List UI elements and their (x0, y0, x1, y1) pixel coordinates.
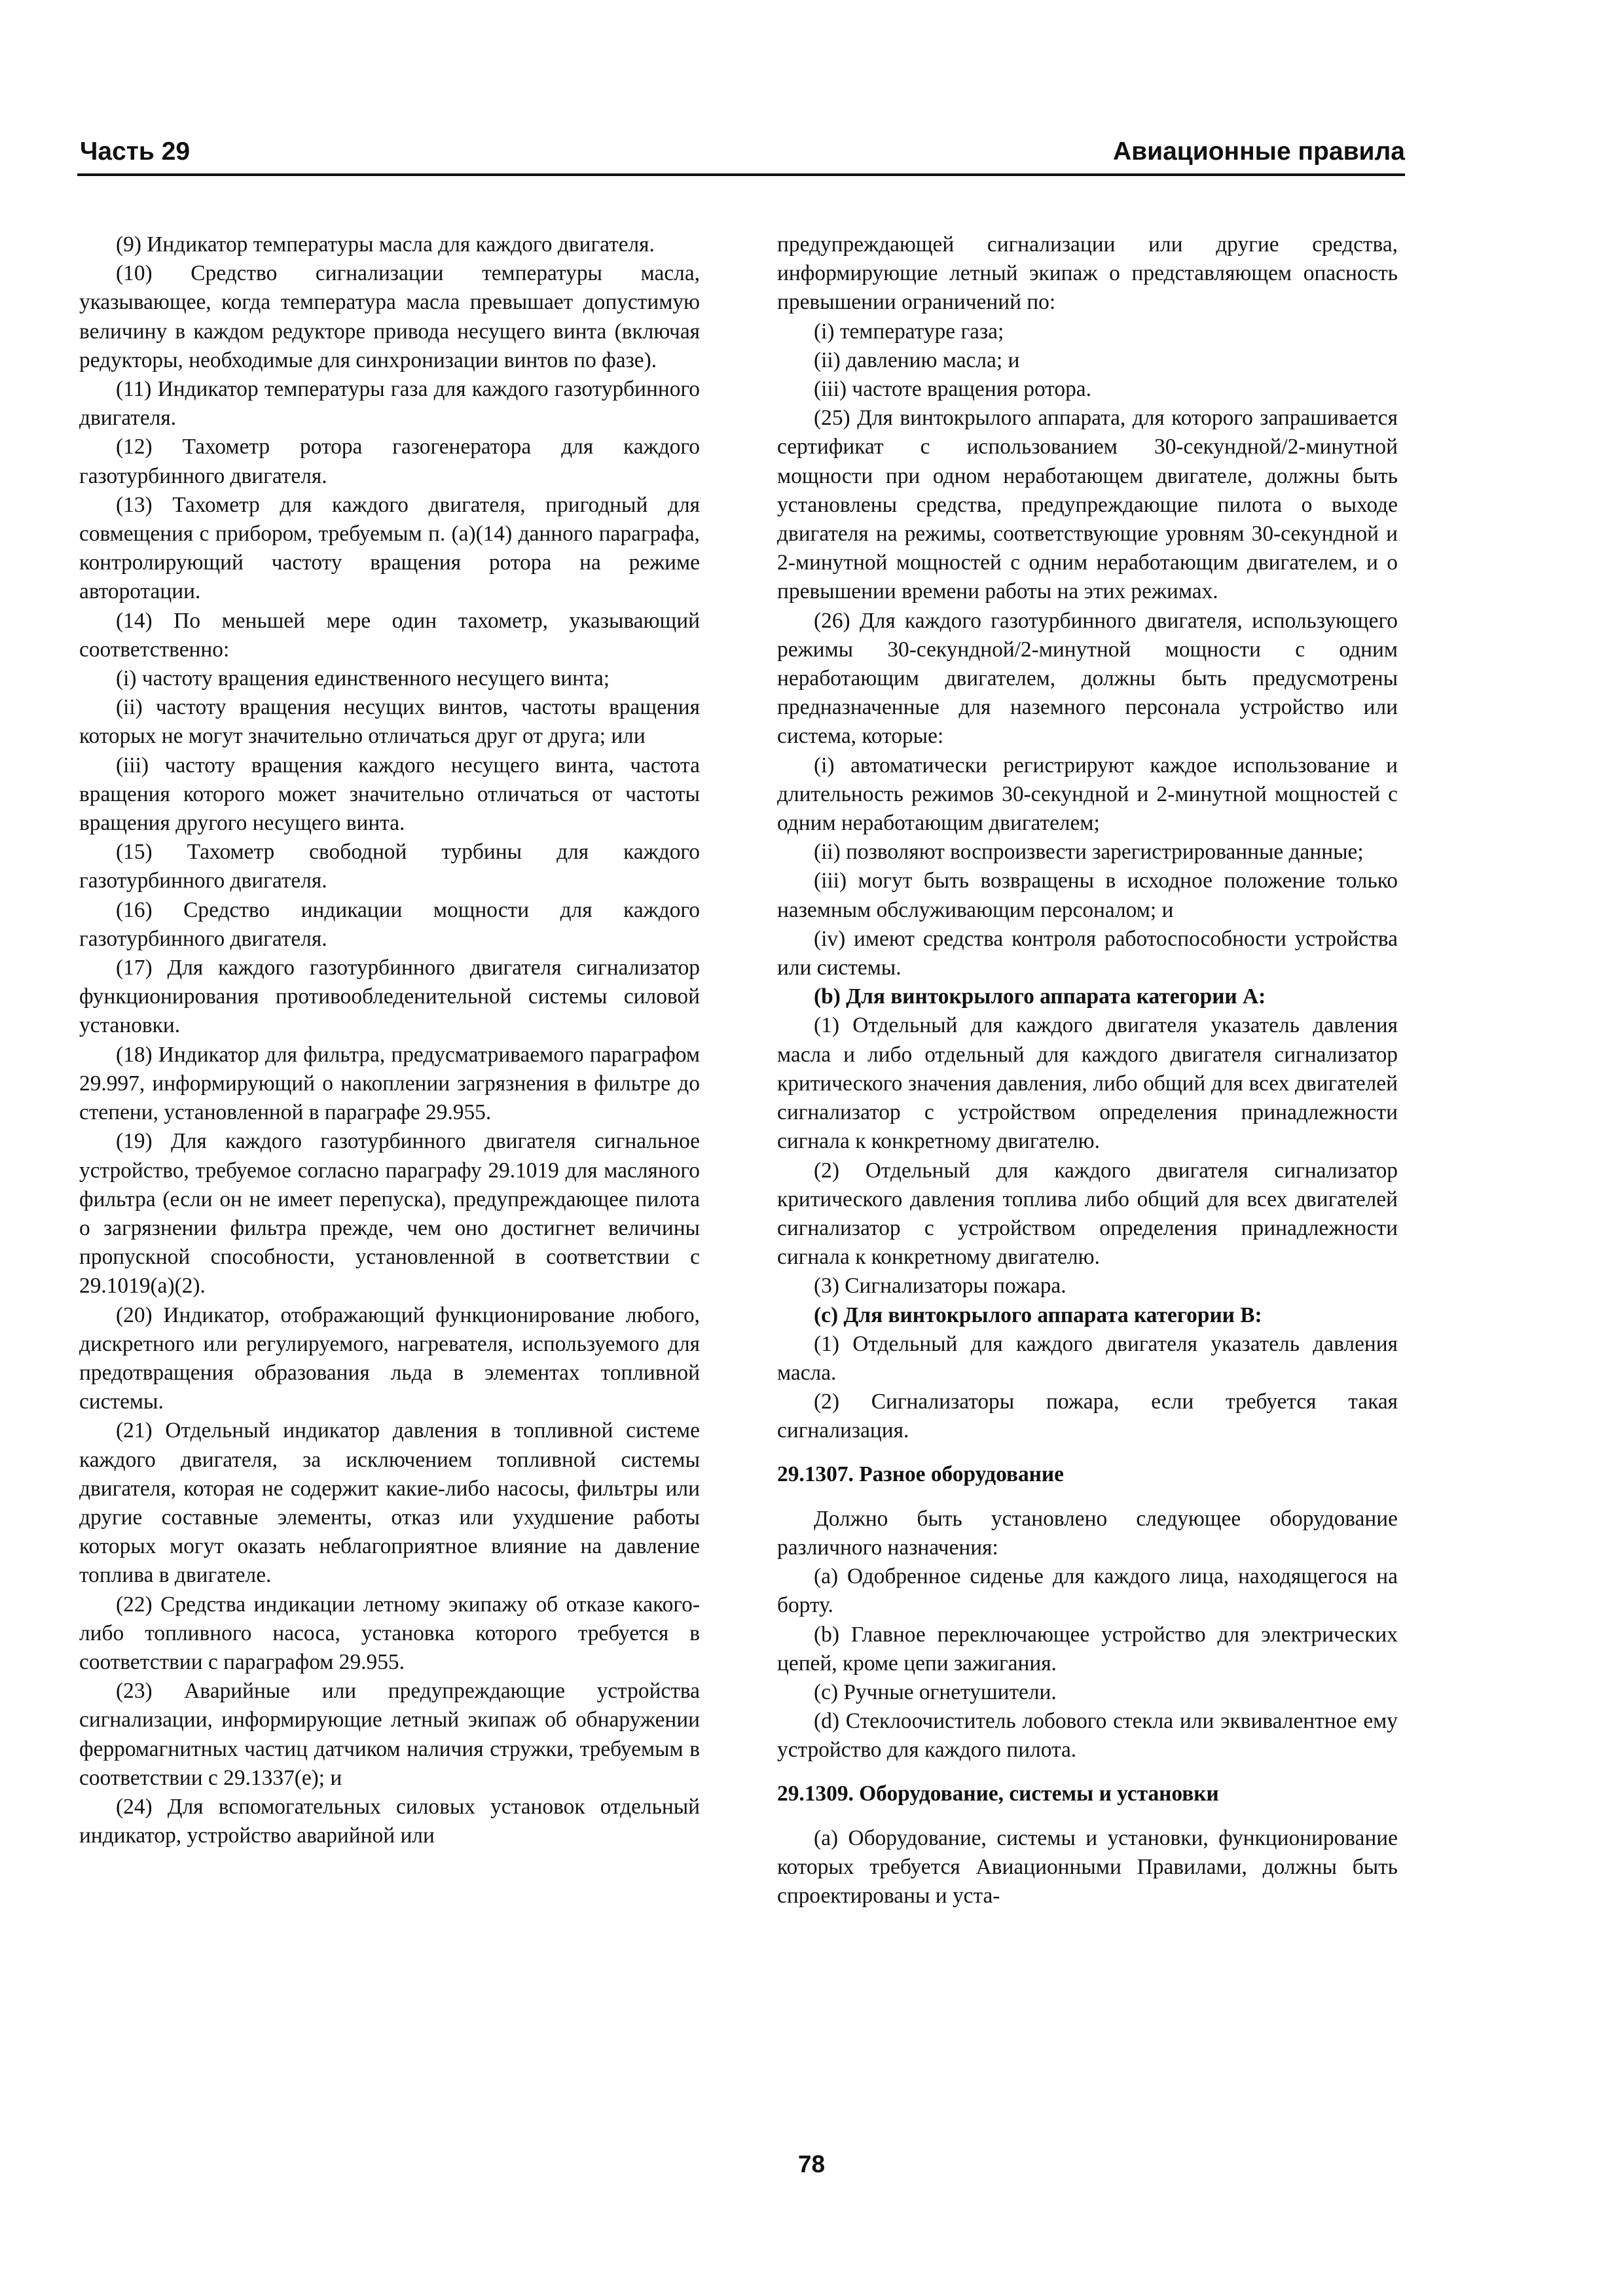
paragraph: (ii) частоту вращения несущих винтов, частоты вращения которых не могут значительно отличаться друг от друга; или (79, 695, 700, 749)
left-column (79, 230, 700, 1850)
category-b-heading (777, 1301, 1398, 1330)
paragraph: (i) частоту вращения единственного несущего винта; (116, 666, 610, 691)
paragraph: (14) По меньшей мере один тахометр, указывающий соответственно: (79, 608, 700, 662)
paragraph: (25) Для винтокрылого аппарата, для которого запрашивается сертификат с использованием 30-секундной/2-минутной мощности при одном неработающем двигателе, должны быть установлены средства, предупреждающие пилота о выходе двигателя на режимы, соответствующие уровням 30-секундной и 2-минутной мощностей с одним неработающим двигателем, и о превышении времени работы на этих режимах. (777, 406, 1398, 604)
paragraph: (22) Средства индикации летному экипажу об отказе какого-либо топливного насоса, установка которого требуется в соответствии с параграфом 29.955. (79, 1592, 700, 1674)
category-a-heading (777, 982, 1398, 1011)
right-column (777, 230, 1398, 1910)
paragraph: (1) Отдельный для каждого двигателя указатель давления масла. (777, 1331, 1398, 1385)
paragraph: (i) температуре газа; (814, 319, 1004, 344)
paragraph: (9) Индикатор температуры масла для каждого двигателя. (116, 232, 655, 257)
header-document-title: Авиационные правила (1112, 137, 1405, 166)
section-heading-29-1309: 29.1309. Оборудование, системы и установки (777, 1781, 1219, 1806)
paragraph: (12) Тахометр ротора газогенератора для каждого газотурбинного двигателя. (79, 435, 700, 488)
paragraph: предупреждающей сигнализации или другие средства, информирующие летный экипаж о представляющем опасность превышении ограничений по: (777, 232, 1398, 315)
paragraph: (13) Тахометр для каждого двигателя, пригодный для совмещения с прибором, требуемым п. (а)(14) данного параграфа, контролирующий частоту вращения ротора на режиме авторотации. (79, 492, 700, 604)
paragraph: (b) Главное переключающее устройство для электрических цепей, кроме цепи зажигания. (777, 1622, 1398, 1676)
paragraph: (18) Индикатор для фильтра, предусматриваемого параграфом 29.997, информирующий о накоплении загрязнения в фильтре до степени, установленной в параграфе 29.955. (79, 1042, 700, 1125)
paragraph: (19) Для каждого газотурбинного двигателя сигнальное устройство, требуемое согласно параграфу 29.1019 для масляного фильтра (если он не имеет перепуска), предупреждающее пилота о загрязнении фильтра прежде, чем оно достигнет величины пропускной способности, установленной в соответствии с 29.1019(a)(2). (79, 1129, 700, 1299)
paragraph: (17) Для каждого газотурбинного двигателя сигнализатор функционирования противообледенительной системы силовой установки. (79, 956, 700, 1038)
paragraph: (ii) позволяют воспроизвести зарегистрированные данные; (814, 840, 1364, 865)
category-a-heading-text: (b) Для винтокрылого аппарата категории А: (814, 984, 1266, 1009)
header-part-label: Часть 29 (80, 137, 191, 166)
header-rule (77, 173, 1405, 176)
page-number: 78 (797, 2151, 826, 2178)
paragraph: (iii) могут быть возвращены в исходное положение только наземным обслуживающим персоналом; и (777, 869, 1398, 922)
paragraph: (c) Ручные огнетушители. (814, 1679, 1057, 1704)
paragraph: (16) Средство индикации мощности для каждого газотурбинного двигателя. (79, 897, 700, 951)
paragraph: (23) Аварийные или предупреждающие устройства сигнализации, информирующие летный экипаж об обнаружении ферромагнитных частиц датчиком наличия стружки, требуемым в соответствии с 29.1337(e); и (79, 1679, 700, 1790)
category-b-heading-text: (c) Для винтокрылого аппарата категории В: (814, 1302, 1262, 1327)
paragraph: (i) автоматически регистрируют каждое использование и длительность режимов 30-секундной и 2-минутной мощностей с одним неработающим двигателем; (777, 753, 1398, 836)
paragraph: (3) Сигнализаторы пожара. (814, 1274, 1067, 1299)
paragraph: (21) Отдельный индикатор давления в топливной системе каждого двигателя, за исключением топливной системы двигателя, которая не содержит какие-либо насосы, фильтры или другие составные элементы, отказ или ухудшение работы которых могут оказать неблагоприятное влияние на давление топлива в двигателе. (79, 1418, 700, 1588)
paragraph: (26) Для каждого газотурбинного двигателя, использующего режимы 30-секундной/2-минутной мощности с одним неработающим двигателем, должны быть предусмотрены предназначенные для наземного персонала устройство или система, которые: (777, 608, 1398, 749)
paragraph: Должно быть установлено следующее оборудование различного назначения: (777, 1506, 1398, 1560)
paragraph: (a) Оборудование, системы и установки, функционирование которых требуется Авиационными Правилами, должны быть спроектированы и уста- (777, 1825, 1398, 1909)
paragraph: (10) Средство сигнализации температуры масла, указывающее, когда температура масла превышает допустимую величину в каждом редукторе привода несущего винта (включая редукторы, необходимые для синхронизации винтов по фазе). (79, 261, 700, 372)
paragraph: (ii) давлению масла; и (814, 348, 1020, 372)
section-heading-29-1307: 29.1307. Разное оборудование (777, 1462, 1064, 1486)
paragraph: (24) Для вспомогательных силовых установок отдельный индикатор, устройство аварийной или (79, 1794, 700, 1848)
paragraph: (11) Индикатор температуры газа для каждого газотурбинного двигателя. (79, 377, 700, 431)
paragraph: (a) Одобренное сиденье для каждого лица, находящегося на борту. (777, 1564, 1398, 1618)
paragraph: (2) Сигнализаторы пожара, если требуется такая сигнализация. (777, 1390, 1398, 1443)
paragraph: (d) Стеклоочиститель лобового стекла или эквивалентное ему устройство для каждого пилота. (777, 1709, 1398, 1763)
paragraph: (20) Индикатор, отображающий функционирование любого, дискретного или регулируемого, нагревателя, используемого для предотвращения образования льда в элементах топливной системы. (79, 1302, 700, 1414)
paragraph: (iii) частоте вращения ротора. (814, 377, 1091, 402)
paragraph: (15) Тахометр свободной турбины для каждого газотурбинного двигателя. (79, 840, 700, 893)
paragraph: (iv) имеют средства контроля работоспособности устройства или системы. (777, 926, 1398, 980)
paragraph: (2) Отдельный для каждого двигателя сигнализатор критического давления топлива либо общий для всех двигателей сигнализатор с устройством определения принадлежности сигнала к конкретному двигателю. (777, 1158, 1398, 1270)
paragraph: (1) Отдельный для каждого двигателя указатель давления масла и либо отдельный для каждого двигателя сигнализатор критического значения давления, либо общий для всех двигателей сигнализатор с устройством определения принадлежности сигнала к конкретному двигателю. (777, 1013, 1398, 1154)
paragraph: (iii) частоту вращения каждого несущего винта, частота вращения которого может значительно отличаться от частоты вращения другого несущего винта. (79, 753, 700, 836)
running-header (77, 137, 1405, 171)
